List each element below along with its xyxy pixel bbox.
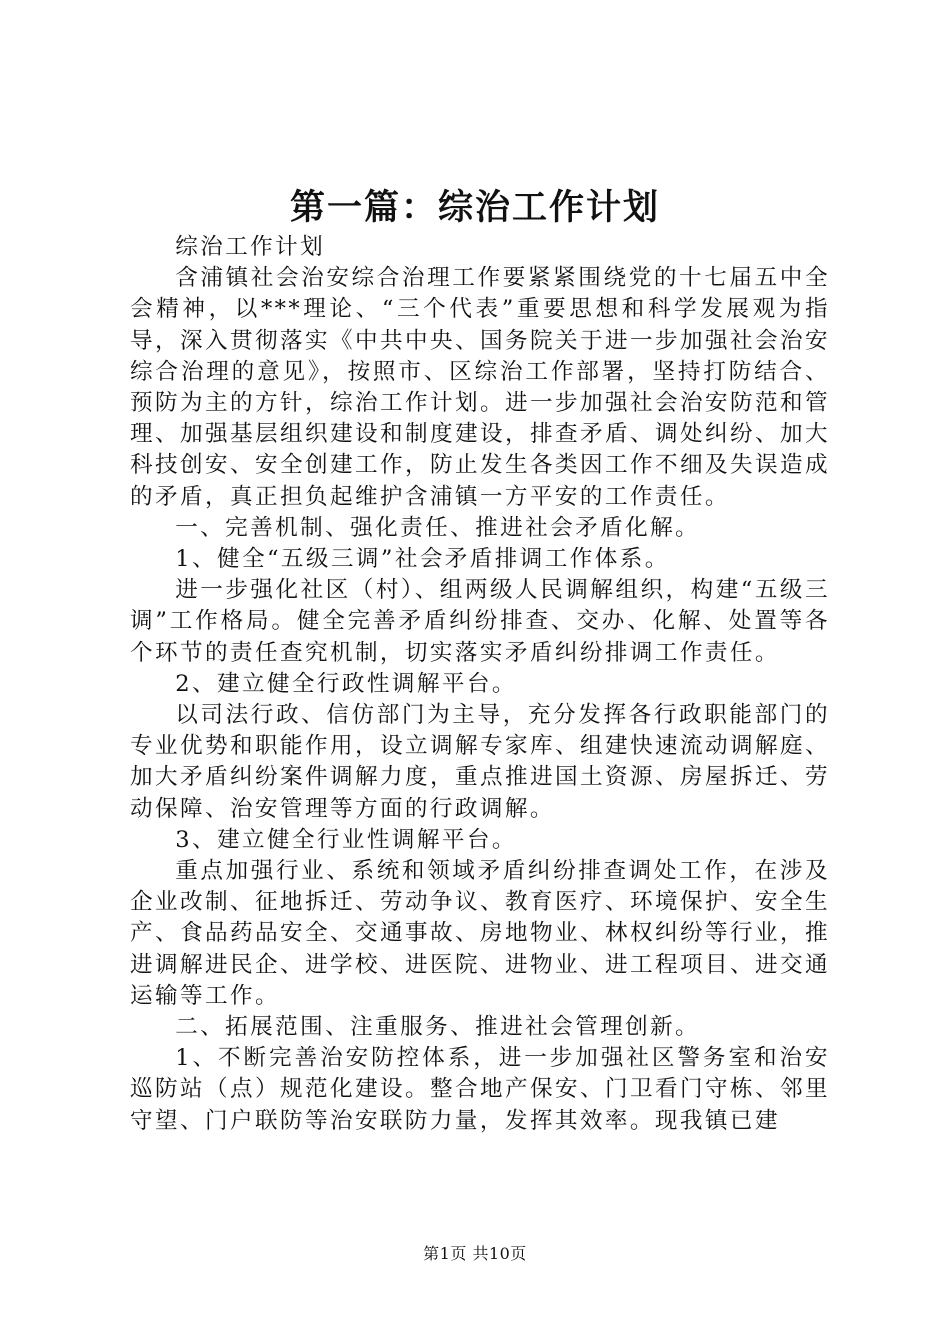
document-title: 第一篇：综治工作计划 — [289, 187, 660, 228]
paragraph-2-1: 1、不断完善治安防控体系，进一步加强社区警务室和治安巡防站（点）规范化建设。整合地产保安、门卫看门守栋、邻里守望、门户联防等治安联防力量，发挥其效率。现我镇已建 — [130, 1045, 830, 1134]
section-heading-1: 一、完善机制、强化责任、推进社会矛盾化解。 — [175, 514, 701, 541]
subsection-heading-1-1: 1、健全“五级三调”社会矛盾排调工作体系。 — [175, 546, 670, 573]
section-heading-2: 二、拓展范围、注重服务、推进社会管理创新。 — [175, 1014, 701, 1041]
paragraph-1-3: 重点加强行业、系统和领域矛盾纠纷排查调处工作，在涉及企业改制、征地拆迁、劳动争议、教育医疗、环境保护、安全生产、食品药品安全、交通事故、房地物业、林权纠纷等行业，推进调解进民企、进学校、进医院、进物业、进工程项目、进交通运输等工作。 — [130, 858, 830, 1009]
paragraph-subtitle: 综治工作计划 — [175, 234, 326, 260]
paragraph-1-2: 以司法行政、信仿部门为主导，充分发挥各行政职能部门的专业优势和职能作用，设立调解专家库、组建快速流动调解庭、加大矛盾纠纷案件调解力度，重点推进国土资源、房屋拆迁、劳动保障、治安管理等方面的行政调解。 — [130, 702, 830, 822]
subsection-heading-1-2: 2、建立健全行政性调解平台。 — [175, 670, 517, 697]
paragraph-1-1: 进一步强化社区（村）、组两级人民调解组织，构建“五级三调”工作格局。健全完善矛盾纠纷排查、交办、化解、处置等各个环节的责任查究机制，切实落实矛盾纠纷排调工作责任。 — [130, 577, 830, 666]
paragraph-intro: 含浦镇社会治安综合治理工作要紧紧围绕党的十七届五中全会精神，以***理论、“三个代表”重要思想和科学发展观为指导，深入贯彻落实《中共中央、国务院关于进一步加强社会治安综合治理的意见》，按照市、区综治工作部署，坚持打防结合、预防为主的方针，综治工作计划。进一步加强社会治安防范和管理、加强基层组织建设和制度建设，排查矛盾、调处纠纷、加大科技创安、安全创建工作，防止发生各类因工作不细及失误造成的矛盾，真正担负起维护含浦镇一方平安的工作责任。 — [130, 265, 830, 510]
document-body — [130, 232, 830, 1137]
page-footer: 第1页 共10页 — [423, 1244, 527, 1263]
subsection-heading-1-3: 3、建立健全行业性调解平台。 — [175, 826, 517, 853]
